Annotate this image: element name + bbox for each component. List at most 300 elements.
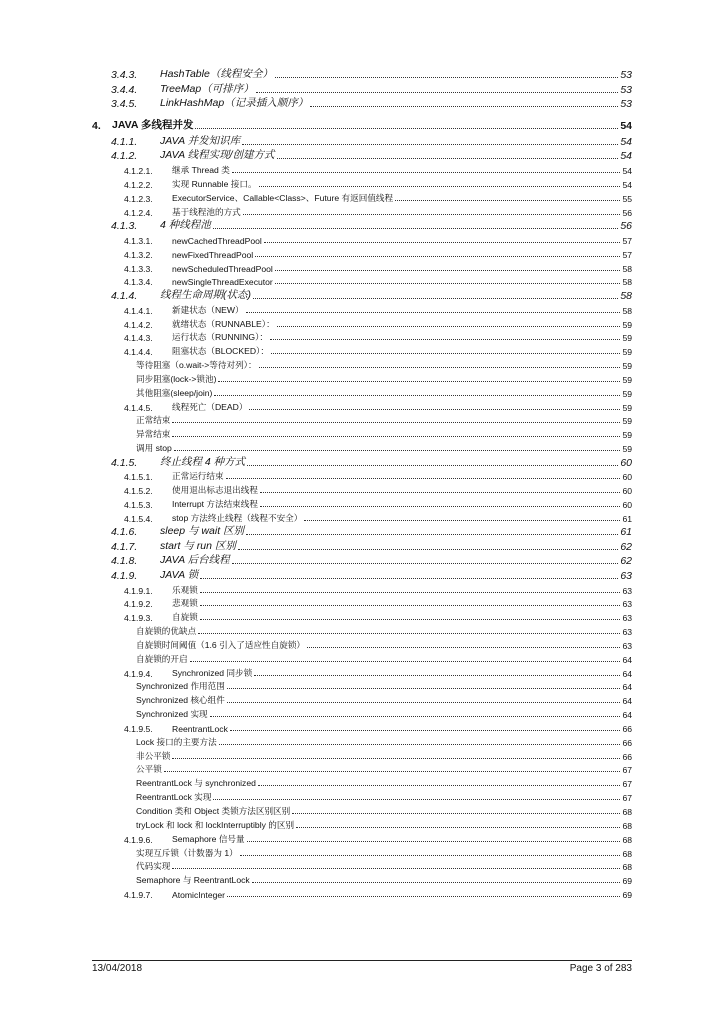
toc-dot-leader <box>214 395 620 396</box>
toc-entry[interactable] <box>0 358 720 372</box>
toc-entry-number: 4.1.3.1. <box>124 235 153 246</box>
toc-dot-leader <box>260 492 620 493</box>
toc-entry-number: 4.1.2.1. <box>124 166 153 177</box>
toc-dot-leader <box>200 619 621 620</box>
toc-entry-number: 3.4.4. <box>111 83 138 96</box>
toc-entry-title[interactable]: 自旋锁的优缺点 <box>136 626 197 637</box>
toc-entry-page[interactable]: 62 <box>620 540 632 553</box>
toc-entry-page[interactable]: 66 <box>622 723 632 734</box>
toc-entry-page[interactable]: 55 <box>622 193 632 204</box>
toc-entry-page[interactable]: 54 <box>622 179 632 190</box>
toc-dot-leader <box>259 186 621 187</box>
toc-dot-leader <box>242 144 618 145</box>
toc-dot-leader <box>227 688 621 689</box>
toc-entry-title[interactable]: 终止线程 4 种方式 <box>160 455 246 468</box>
toc-entry-line <box>172 611 632 623</box>
toc-entry-page[interactable]: 63 <box>622 585 632 596</box>
toc-entry-line <box>172 470 632 482</box>
toc-entry-title[interactable]: 4 种线程池 <box>160 219 211 231</box>
table-of-contents <box>0 68 720 901</box>
toc-entry-title[interactable]: newFixedThreadPool <box>172 249 254 260</box>
toc-entry-number: 4.1.9.4. <box>124 668 153 679</box>
toc-entry-number: 4.1.9.5. <box>124 723 153 734</box>
toc-entry-page[interactable]: 58 <box>622 277 632 288</box>
toc-entry-line <box>172 597 632 609</box>
toc-entry-page[interactable]: 59 <box>622 430 632 441</box>
toc-entry[interactable] <box>0 149 720 163</box>
toc-entry[interactable] <box>0 818 720 832</box>
toc-dot-leader <box>264 242 621 243</box>
toc-entry-page[interactable]: 60 <box>622 472 632 483</box>
toc-entry[interactable] <box>0 790 720 804</box>
toc-dot-leader <box>232 172 621 173</box>
toc-entry-title[interactable]: 同步阻塞(lock->锁池) <box>136 373 217 384</box>
toc-entry-title[interactable]: Synchronized 实现 <box>136 709 208 720</box>
toc-entry-title[interactable]: 实现 Runnable 接口。 <box>172 178 257 189</box>
toc-entry-line <box>172 724 632 734</box>
toc-entry-title[interactable]: Synchronized 作用范围 <box>136 681 225 692</box>
toc-entry-title[interactable]: 其他阻塞(sleep/join) <box>136 387 213 398</box>
toc-entry-number: 4.1.5.3. <box>124 500 153 511</box>
toc-entry-page[interactable]: 64 <box>622 682 632 693</box>
toc-entry[interactable] <box>0 832 720 846</box>
toc-dot-leader <box>230 730 621 731</box>
toc-dot-leader <box>200 605 621 606</box>
toc-entry-title[interactable]: tryLock 和 lock 和 lockInterruptibly 的区别 <box>136 819 295 830</box>
toc-entry-page[interactable]: 64 <box>622 710 632 721</box>
toc-entry-line <box>136 428 632 440</box>
toc-entry-title[interactable]: stop 方法终止线程（线程不安全） <box>172 512 303 523</box>
toc-entry-line <box>172 331 632 343</box>
toc-entry[interactable] <box>0 177 720 191</box>
footer-page-number: Page 3 of 283 <box>569 963 632 974</box>
toc-entry-page[interactable]: 59 <box>622 319 632 330</box>
toc-entry[interactable] <box>0 331 720 345</box>
toc-dot-leader <box>238 549 618 550</box>
toc-dot-leader <box>243 214 621 215</box>
footer-divider <box>92 960 632 961</box>
toc-entry-line <box>172 890 632 900</box>
toc-dot-leader <box>227 896 620 897</box>
toc-entry-number: 4.1.9.6. <box>124 834 153 845</box>
toc-entry-number: 4.1.2.2. <box>124 179 153 190</box>
toc-entry-page[interactable]: 54 <box>620 150 632 163</box>
toc-entry-line <box>172 345 632 357</box>
toc-entry-title[interactable]: 悲观锁 <box>172 598 198 609</box>
toc-dot-leader <box>247 841 621 842</box>
toc-entry-page[interactable]: 67 <box>622 793 632 804</box>
toc-dot-leader <box>256 92 619 93</box>
toc-entry-line <box>172 236 632 246</box>
toc-dot-leader <box>254 675 620 676</box>
toc-entry[interactable] <box>0 111 720 134</box>
toc-entry-number: 4.1.2. <box>111 150 138 163</box>
toc-entry-line <box>172 164 632 176</box>
toc-dot-leader <box>249 409 620 410</box>
toc-entry-page[interactable]: 69 <box>622 890 632 901</box>
toc-entry-title[interactable]: 非公平锁 <box>136 750 171 761</box>
toc-entry-line <box>136 805 632 817</box>
toc-entry-title[interactable]: ReentrantLock 实现 <box>136 792 212 803</box>
toc-entry[interactable] <box>0 400 720 414</box>
toc-entry[interactable] <box>0 887 720 901</box>
toc-entry-title[interactable]: 公平锁 <box>136 764 162 775</box>
toc-entry-page[interactable]: 69 <box>622 876 632 887</box>
toc-entry-line <box>172 192 632 204</box>
toc-entry-title[interactable]: 调用 stop <box>136 443 172 454</box>
toc-entry-number: 3.4.3. <box>111 69 138 82</box>
toc-entry-number: 4.1.5. <box>111 456 138 469</box>
toc-entry[interactable] <box>0 219 720 233</box>
toc-entry[interactable] <box>0 317 720 331</box>
toc-entry-number: 4.1.9. <box>111 569 138 582</box>
toc-entry[interactable] <box>0 693 720 707</box>
toc-dot-leader <box>310 106 618 107</box>
toc-dot-leader <box>219 744 621 745</box>
toc-entry[interactable] <box>0 846 720 860</box>
toc-entry-title[interactable]: Synchronized 核心组件 <box>136 695 225 706</box>
toc-entry[interactable] <box>0 344 720 358</box>
toc-entry-page[interactable]: 64 <box>622 668 632 679</box>
toc-entry-title[interactable]: 代码实现 <box>136 861 171 872</box>
toc-dot-leader <box>218 381 620 382</box>
toc-entry-title[interactable]: LinkHashMap（记录插入顺序） <box>160 97 309 110</box>
toc-entry-title[interactable]: Lock 接口的主要方法 <box>136 736 217 747</box>
toc-dot-leader <box>198 633 620 634</box>
toc-entry-line <box>172 178 632 190</box>
footer-date: 13/04/2018 <box>92 963 143 974</box>
toc-entry-page[interactable]: 67 <box>622 779 632 790</box>
toc-entry-number: 4.1.3.4. <box>124 277 153 288</box>
toc-entry-line <box>172 401 632 413</box>
toc-entry-page[interactable]: 53 <box>620 98 632 111</box>
toc-entry-page[interactable]: 68 <box>622 834 632 845</box>
toc-entry[interactable] <box>0 163 720 177</box>
toc-entry-page[interactable]: 58 <box>622 305 632 316</box>
toc-dot-leader <box>240 855 621 856</box>
toc-entry-title[interactable]: ReentrantLock <box>172 723 228 734</box>
toc-entry-title[interactable]: 阻塞状态（BLOCKED）： <box>172 346 269 357</box>
toc-entry[interactable] <box>0 610 720 624</box>
toc-dot-leader <box>395 200 620 201</box>
toc-entry-page[interactable]: 61 <box>620 526 632 539</box>
toc-entry-line <box>136 625 632 637</box>
toc-entry-page[interactable]: 60 <box>622 500 632 511</box>
toc-entry-page[interactable]: 59 <box>622 402 632 413</box>
toc-entry-number: 4.1.3.2. <box>124 249 153 260</box>
toc-entry-page[interactable]: 63 <box>622 640 632 651</box>
toc-entry-title[interactable]: Interrupt 方法结束线程 <box>172 499 258 510</box>
toc-entry-title[interactable]: JAVA 线程实现/创建方式 <box>160 149 275 162</box>
toc-entry-line <box>136 639 632 651</box>
toc-entry-number: 4.1.1. <box>111 135 138 148</box>
toc-dot-leader <box>275 270 621 271</box>
toc-entry-line <box>136 653 632 665</box>
toc-entry[interactable] <box>0 735 720 749</box>
toc-entry-line <box>160 217 632 232</box>
toc-dot-leader <box>210 716 621 717</box>
toc-entry[interactable] <box>0 386 720 400</box>
toc-entry[interactable] <box>0 288 720 302</box>
toc-entry-title[interactable]: 线程生命周期(状态) <box>160 288 251 301</box>
toc-entry-title[interactable]: 继承 Thread 类 <box>172 165 230 176</box>
toc-entry-page[interactable]: 66 <box>622 751 632 762</box>
toc-entry-number: 3.4.5. <box>111 98 138 111</box>
toc-entry-page[interactable]: 53 <box>620 69 632 82</box>
toc-entry-page[interactable]: 63 <box>622 627 632 638</box>
toc-dot-leader <box>200 578 618 579</box>
toc-entry-number: 4. <box>92 120 101 133</box>
toc-dot-leader <box>164 771 621 772</box>
toc-dot-leader <box>259 367 621 368</box>
toc-entry-line <box>136 819 632 831</box>
toc-entry-line <box>160 567 632 582</box>
toc-entry-number: 4.1.3. <box>111 220 138 232</box>
toc-dot-leader <box>200 592 621 593</box>
toc-entry-title[interactable]: JAVA 多线程并发 <box>112 119 194 132</box>
toc-entry-number: 4.1.4.2. <box>124 319 153 330</box>
toc-entry[interactable] <box>0 776 720 790</box>
toc-entry-title[interactable]: HashTable（线程安全） <box>160 68 273 81</box>
toc-entry[interactable] <box>0 261 720 275</box>
toc-dot-leader <box>253 298 618 299</box>
toc-dot-leader <box>292 813 620 814</box>
toc-dot-leader <box>275 77 618 78</box>
toc-entry[interactable] <box>0 191 720 205</box>
toc-entry-page[interactable]: 59 <box>622 361 632 372</box>
toc-entry-page[interactable]: 68 <box>622 820 632 831</box>
toc-entry-page[interactable]: 63 <box>622 613 632 624</box>
toc-entry-title[interactable]: 新建状态（NEW） <box>172 304 244 315</box>
toc-entry[interactable] <box>0 749 720 763</box>
toc-entry-title[interactable]: ExecutorService、Callable<Class>、Future 有返回值线程 <box>172 192 394 203</box>
toc-entry[interactable] <box>0 652 720 666</box>
toc-dot-leader <box>258 785 621 786</box>
toc-entry-title[interactable]: 正常运行结束 <box>172 471 224 482</box>
toc-entry-page[interactable]: 62 <box>620 555 632 568</box>
toc-entry[interactable] <box>0 583 720 597</box>
toc-entry-number: 4.1.3.3. <box>124 263 153 274</box>
toc-entry-page[interactable]: 64 <box>622 654 632 665</box>
toc-entry-page[interactable]: 59 <box>622 333 632 344</box>
toc-entry-line <box>160 287 632 302</box>
toc-dot-leader <box>172 422 620 423</box>
toc-entry-title[interactable]: 就绪状态（RUNNABLE）： <box>172 318 275 329</box>
toc-entry-title[interactable]: newCachedThreadPool <box>172 235 262 246</box>
toc-entry[interactable] <box>0 372 720 386</box>
toc-entry-number: 4.1.4.4. <box>124 347 153 358</box>
toc-entry-title[interactable]: 等待阻塞（o.wait->等待对列）： <box>136 360 257 371</box>
toc-dot-leader <box>213 228 619 229</box>
toc-entry[interactable] <box>0 804 720 818</box>
toc-entry[interactable] <box>0 97 720 111</box>
toc-entry-page[interactable]: 59 <box>622 444 632 455</box>
toc-entry-line <box>160 147 632 162</box>
toc-dot-leader <box>304 520 620 521</box>
toc-entry-title[interactable]: Condition 类和 Object 类锁方法区别区别 <box>136 806 291 816</box>
toc-entry[interactable] <box>0 721 720 735</box>
toc-entry-title[interactable]: 异常结束 <box>136 429 171 440</box>
toc-entry-title[interactable]: 实现互斥锁（计数器为 1） <box>136 847 238 858</box>
toc-entry[interactable] <box>0 860 720 874</box>
toc-entry-page[interactable]: 58 <box>622 263 632 274</box>
toc-entry-title[interactable]: JAVA 并发知识库 <box>160 134 241 147</box>
toc-entry-number: 4.1.9.2. <box>124 599 153 610</box>
toc-entry-title[interactable]: 基于线程池的方式 <box>172 206 241 217</box>
toc-entry-line <box>172 512 632 524</box>
toc-entry-line <box>172 484 632 496</box>
toc-entry-line <box>172 250 632 260</box>
toc-entry-page[interactable]: 57 <box>622 249 632 260</box>
toc-entry-line <box>136 442 632 454</box>
toc-entry-page[interactable]: 59 <box>622 388 632 399</box>
toc-entry-line <box>136 777 632 789</box>
toc-entry-title[interactable]: 正常结束 <box>136 415 171 426</box>
toc-entry-line <box>136 750 632 762</box>
toc-entry-page[interactable]: 56 <box>622 207 632 218</box>
toc-entry-title[interactable]: JAVA 后台线程 <box>160 554 230 567</box>
toc-entry-number: 4.1.4. <box>111 289 138 302</box>
toc-entry-number: 4.1.6. <box>111 526 138 539</box>
toc-dot-leader <box>213 799 620 800</box>
toc-entry-line <box>160 523 632 538</box>
toc-entry[interactable] <box>0 247 720 261</box>
toc-entry-page[interactable]: 63 <box>622 599 632 610</box>
toc-entry-line <box>112 117 632 132</box>
toc-entry[interactable] <box>0 414 720 428</box>
toc-dot-leader <box>195 128 618 129</box>
toc-entry-page[interactable]: 59 <box>622 347 632 358</box>
toc-entry-line <box>136 874 632 886</box>
toc-entry[interactable] <box>0 763 720 777</box>
toc-entry-page[interactable]: 59 <box>622 416 632 427</box>
toc-entry-title[interactable]: newSingleThreadExecutor <box>172 277 273 288</box>
toc-entry[interactable] <box>0 303 720 317</box>
toc-entry-title[interactable]: 自旋锁 <box>172 612 198 623</box>
toc-entry-page[interactable]: 64 <box>622 696 632 707</box>
toc-entry-line <box>160 552 632 567</box>
toc-dot-leader <box>277 326 621 327</box>
toc-entry[interactable] <box>0 568 720 582</box>
toc-entry-title[interactable]: newScheduledThreadPool <box>172 263 273 274</box>
toc-entry-title[interactable]: sleep 与 wait 区别 <box>160 525 245 538</box>
toc-entry-page[interactable]: 68 <box>622 862 632 873</box>
toc-entry-page[interactable]: 56 <box>620 220 632 232</box>
toc-entry-title[interactable]: JAVA 锁 <box>160 568 199 581</box>
toc-entry-number: 4.1.9.3. <box>124 613 153 624</box>
toc-entry-line <box>172 318 632 330</box>
toc-entry-line <box>136 763 632 775</box>
toc-entry-title[interactable]: 自旋锁的开启 <box>136 653 188 664</box>
toc-entry-line <box>136 791 632 803</box>
toc-entry-title[interactable]: 线程死亡（DEAD） <box>172 401 248 412</box>
toc-entry[interactable] <box>0 666 720 680</box>
toc-entry[interactable] <box>0 638 720 652</box>
toc-dot-leader <box>172 436 620 437</box>
toc-entry-page[interactable]: 61 <box>622 513 632 524</box>
toc-entry-title[interactable]: 运行状态（RUNNING）： <box>172 332 268 343</box>
toc-entry-title[interactable]: Semaphore 与 ReentrantLock <box>136 875 250 886</box>
toc-entry[interactable] <box>0 427 720 441</box>
toc-entry[interactable] <box>0 470 720 484</box>
toc-dot-leader <box>270 339 620 340</box>
toc-entry[interactable] <box>0 624 720 638</box>
toc-entry-page[interactable]: 53 <box>620 83 632 96</box>
toc-entry-line <box>160 95 632 110</box>
toc-entry-line <box>136 736 632 748</box>
toc-entry-title[interactable]: 使用退出标志退出线程 <box>172 485 258 496</box>
toc-entry-line <box>160 133 632 148</box>
toc-entry-title[interactable]: ReentrantLock 与 synchronized <box>136 778 256 789</box>
toc-entry-line <box>172 264 632 274</box>
toc-entry-number: 4.1.4.5. <box>124 402 153 413</box>
toc-dot-leader <box>172 758 620 759</box>
toc-dot-leader <box>174 450 621 451</box>
toc-entry[interactable] <box>0 597 720 611</box>
toc-entry-line <box>160 454 632 469</box>
toc-dot-leader <box>255 256 620 257</box>
toc-entry[interactable] <box>0 680 720 694</box>
toc-entry-title[interactable]: Semaphore 信号量 <box>172 833 245 844</box>
toc-entry-page[interactable]: 59 <box>622 374 632 385</box>
toc-entry-page[interactable]: 54 <box>622 166 632 177</box>
toc-entry-title[interactable]: Synchronized 同步锁 <box>172 667 253 678</box>
toc-entry-page[interactable]: 68 <box>622 848 632 859</box>
toc-entry[interactable] <box>0 233 720 247</box>
toc-entry-page[interactable]: 57 <box>622 235 632 246</box>
toc-entry-line <box>136 373 632 385</box>
toc-entry-page[interactable]: 60 <box>620 456 632 469</box>
toc-entry-page[interactable]: 63 <box>620 569 632 582</box>
toc-entry[interactable] <box>0 497 720 511</box>
toc-entry-line <box>160 81 632 96</box>
toc-entry-line <box>136 708 632 720</box>
toc-entry-line <box>136 359 632 371</box>
toc-entry-page[interactable]: 60 <box>622 486 632 497</box>
toc-entry-title[interactable]: 乐观锁 <box>172 584 198 595</box>
toc-entry-title[interactable]: TreeMap（可排序） <box>160 82 254 95</box>
toc-entry[interactable] <box>0 873 720 887</box>
toc-entry-line <box>136 847 632 859</box>
toc-entry-number: 4.1.8. <box>111 555 138 568</box>
toc-dot-leader <box>260 506 620 507</box>
toc-entry-line <box>136 860 632 872</box>
toc-entry-line <box>172 304 632 316</box>
toc-entry-line <box>172 206 632 218</box>
toc-dot-leader <box>247 465 618 466</box>
toc-dot-leader <box>296 827 620 828</box>
toc-entry-number: 4.1.2.3. <box>124 193 153 204</box>
toc-entry-page[interactable]: 54 <box>620 120 632 133</box>
toc-entry-title[interactable]: 自旋锁时间阈值（1.6 引入了适应性自旋锁） <box>136 639 306 650</box>
toc-entry-page[interactable]: 58 <box>620 289 632 302</box>
toc-entry-title[interactable]: start 与 run 区别 <box>160 539 236 552</box>
toc-entry-title[interactable]: AtomicInteger <box>172 890 226 901</box>
toc-dot-leader <box>271 353 621 354</box>
toc-dot-leader <box>246 312 621 313</box>
toc-dot-leader <box>227 702 621 703</box>
toc-entry-line <box>172 498 632 510</box>
toc-entry[interactable] <box>0 707 720 721</box>
toc-entry-page[interactable]: 54 <box>620 135 632 148</box>
toc-entry[interactable] <box>0 455 720 469</box>
toc-dot-leader <box>172 868 620 869</box>
toc-entry-page[interactable]: 68 <box>622 807 632 817</box>
toc-entry[interactable] <box>0 483 720 497</box>
toc-entry-page[interactable]: 66 <box>622 737 632 748</box>
toc-entry-page[interactable]: 67 <box>622 765 632 776</box>
toc-entry-number: 4.1.7. <box>111 540 138 553</box>
